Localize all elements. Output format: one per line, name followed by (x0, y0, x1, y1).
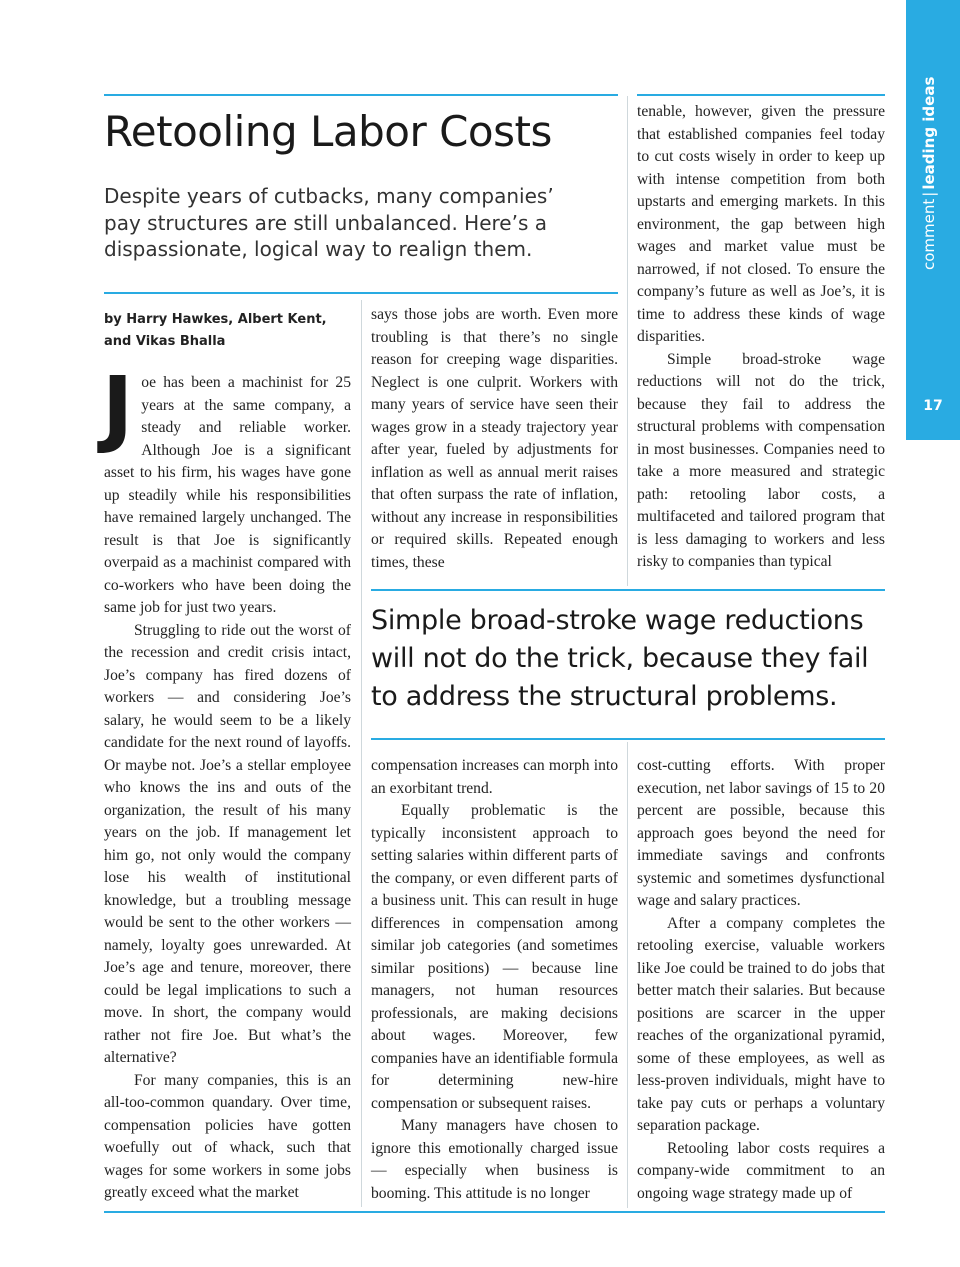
paragraph: tenable, however, given the pressure that established companies feel today to cut costs wisely in order to keep up with intense competition from both upstarts and emerging markets. In this environment, the gap between high wages and market value must be narrowed, if not closed. To ensure the company’s future as well as Joe’s, it is time to address these kinds of wage disparities. (637, 103, 885, 345)
page-number: 17 (923, 398, 943, 414)
article-title: Retooling Labor Costs (104, 107, 552, 156)
paragraph: Equally problematic is the typically inconsistent approach to setting salaries within different parts of the company, or even different parts of a business unit. This can result in huge differences in compensation among similar job categories (and sometimes similar positions) — because line managers, not human resources professionals, are making decisions about wages. Moreover, few companies have an identifiable formula for determining new-hire compensation or subsequent raises. (371, 802, 618, 1112)
body-column-4 (371, 755, 618, 1205)
body-column-2 (371, 304, 618, 574)
pullquote-bottom-rule (371, 738, 885, 740)
paragraph: cost-cutting efforts. With proper execution, net labor savings of 15 to 20 percent are possible, because this approach goes beyond the need for immediate savings and confronts systemic and sometimes dysfunctional wage and salary practices. (637, 757, 885, 909)
body-column-5 (637, 755, 885, 1205)
paragraph: After a company completes the retooling exercise, valuable workers like Joe could be trained to do jobs that better match their salaries. But because positions are scarcer in the upper reaches of the organizational pyramid, some of these employees, as well as less-proven individuals, might have to take pay cuts or perhaps a voluntary separation package. (637, 914, 885, 1134)
top-rule-left (104, 94, 618, 96)
paragraph: compensation increases can morph into an exorbitant trend. (371, 757, 618, 797)
bottom-rule (104, 1211, 885, 1213)
paragraph: Simple broad-stroke wage reductions will not do the trick, because they fail to address the structural problems with compensation in most businesses. Companies need to take a more measured and strategic path: retooling labor costs, a multifaceted and tailored program that is less damaging to workers and less risky to companies than typical (637, 350, 885, 570)
column-divider-3 (627, 742, 628, 1208)
column-divider-2 (627, 96, 628, 586)
article-dek: Despite years of cutbacks, many companies’ pay structures are still unbalanced. Here’s a dispassionate, logical way to realign them. (104, 184, 554, 261)
paragraph: says those jobs are worth. Even more troubling is that there’s no single reason for creeping wage disparities. Neglect is one culprit. Workers with many years of service have seen their wages grow in a steady trajectory year after year, fueled by adjustments for inflation as well as annual merit raises that often surpass the rate of inflation, without any increase in responsibilities or required skills. Repeated enough times, these (371, 306, 618, 571)
paragraph: Struggling to ride out the worst of the recession and credit crisis intact, Joe’s company has fired dozens of workers — and considering Joe’s salary, he would seem to be a likely candidate for the next round of layoffs. Or maybe not. Joe’s a stellar employee who knows the ins and outs of the organization, the result of his many years on the job. If management let him go, not only would the company lose his wealth of institutional knowledge, but a troubling message would be sent to the other workers — namely, loyalty goes unrewarded. At Joe’s age and tenure, moreover, there could be legal implications to such a move. In short, the company would rather not fire Joe. But what’s the alternative? (104, 621, 351, 1066)
section-separator: | (920, 191, 938, 197)
paragraph: For many companies, this is an all-too-common quandary. Over time, compensation policies have gotten woefully out of whack, such that wages for some workers in some jobs greatly exceed what the market (104, 1071, 351, 1201)
body-column-1 (102, 358, 351, 1205)
paragraph: oe has been a machinist for 25 years at the same company, a steady and reliable worker. Although Joe is a significant asset to his firm, his wages have gone up steadily while his responsibilities have remained largely unchanged. The result is that Joe is significantly overpaid as a machinist compared with co-workers who have been doing the same job for just two years. (104, 374, 351, 616)
top-rule-right (637, 94, 885, 96)
section-name: comment (920, 198, 938, 270)
section-subname: leading ideas (920, 76, 938, 190)
byline: by Harry Hawkes, Albert Kent, and Vikas Bhalla (104, 312, 327, 349)
pullquote-top-rule (371, 589, 885, 591)
column-divider-1 (361, 300, 362, 1207)
paragraph: Many managers have chosen to ignore this emotionally charged issue — especially when business is booming. This attitude is no longer (371, 1117, 618, 1202)
headline-bottom-rule (104, 292, 618, 294)
paragraph: Retooling labor costs requires a company-wide commitment to an ongoing wage strategy made up of (637, 1139, 885, 1202)
body-column-3 (637, 101, 885, 574)
section-label (920, 77, 938, 270)
drop-cap: J (102, 358, 134, 456)
pull-quote: Simple broad-stroke wage reductions will not do the trick, because they fail to address the structural problems. (371, 605, 869, 712)
